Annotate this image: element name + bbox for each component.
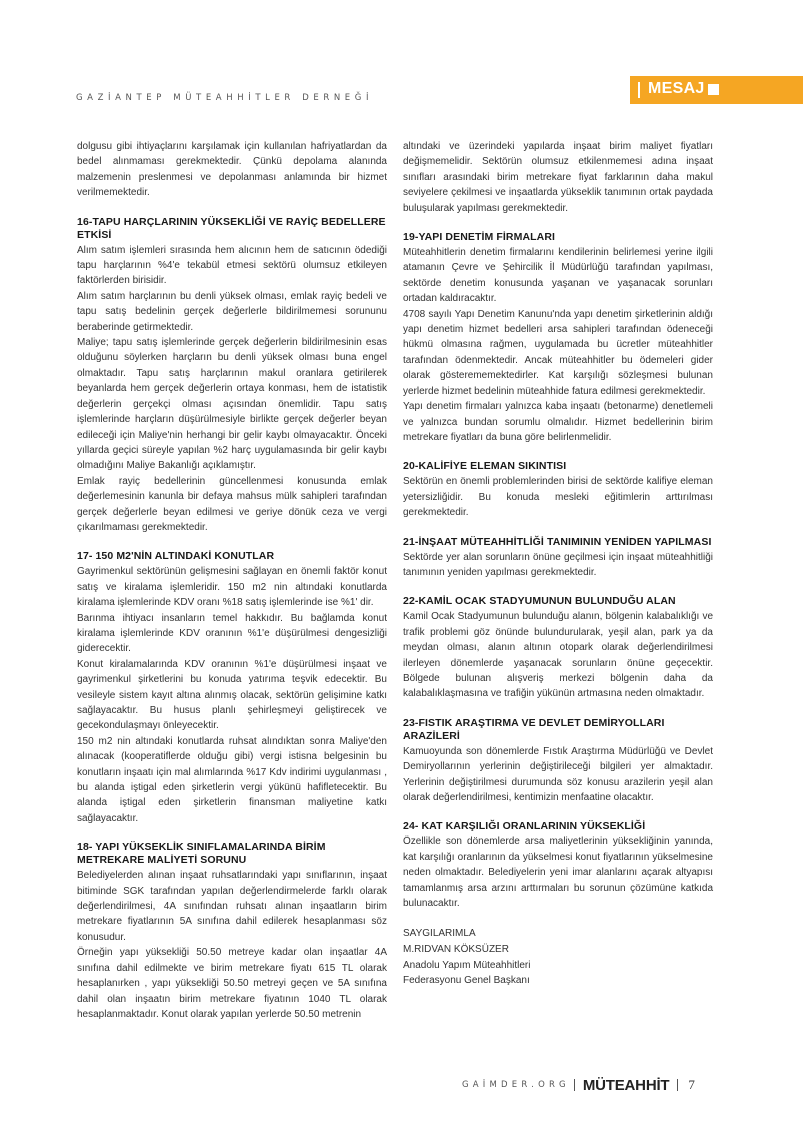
intro-paragraph: dolgusu gibi ihtiyaçlarını karşılamak için kullanılan hafriyatlardan da bedel alınmaması gerekmektedir. Çünkü depolama alanında malzemenin preslenmesi ve depolanması anlamında bir hizmet verilmemektedir. [77,141,387,199]
left-column [77,139,387,1022]
section-label: MESAJ [648,80,705,97]
section-16-title: 16-TAPU HARÇLARININ YÜKSEKLİĞİ VE RAYİÇ BEDELLERE ETKİSİ [77,215,386,241]
signer-name: M.RIDVAN KÖKSÜZER [403,944,509,956]
section-19-paragraph: 4708 sayılı Yapı Denetim Kanunu'nda yapı denetim şirketlerinin aldığı yapı denetim hizmet bedelleri arsa sahipleri tarafından ödeneceği hükmü olmasına rağmen, uygulamada bu ücretler müteahhitler tarafından ödenmektedir. Ancak müteahhitler bu ödemeleri gider olarak gösterememektedirler. Kat karşılığı sözleşmesi bulunan yerlerde hizmet bedelinin müteahhide fatura edilmesi gerekmektedir. [403,308,713,397]
section-16-paragraph: Maliye; tapu satış işlemlerinde gerçek değerlerin bildirilmesinin esas olduğunu söylerken harçların bu denli yüksek olması buna engel olmaktadır. Tapu satış harçlarının makul oranlara getirilerek beyanlarda hem gerçek değerlerin ortaya konması, hem de istatistik değerlerin gerçekçi olması açısından önemlidir. Tapu satış işlemlerinde harçların düşürülmesiyle birlikte gerçek değerler beyan edileceği için Maliye'nin herhangi bir gelir kaybı olmayacaktır. Önceki yıllarda geçici süreyle yapılan %2 harç uygulamasında bir gelir kaybı olmadığını Maliye Bakanlığı açıklamıştır. [77,337,387,472]
section-20-title: 20-KALİFİYE ELEMAN SIKINTISI [403,460,567,473]
section-18-paragraph: Belediyelerden alınan inşaat ruhsatlarındaki yapı sınıflarının, inşaat bitiminde SGK tarafından yapılan değerlendirmelerde farklı olarak değerlendirilmesi, 4A sınıfından ruhsatı alınan inşaatların birim metrekare fiyatlarının 5A sınıfına dahil edilerek hesaplanması söz konusudur. [77,870,387,943]
continued-paragraph: altındaki ve üzerindeki yapılarda inşaat birim maliyet fiyatları değişmemelidir. Sektörün olumsuz etkilenmemesi adına inşaat sınıfları arasındaki birim metrekare fiyat farklarının daha makul seviyelere çekilmesi ve inşaatlarda yükseklik tanımının ortak paydada buluşularak yapılması gerekmektedir. [403,141,713,214]
right-column [403,139,713,989]
section-21-title: 21-İNŞAAT MÜTEAHHİTLİĞİ TANIMININ YENİDEN YAPILMASI [403,535,712,548]
magazine-logo: MÜTEAHHİT [582,1076,670,1094]
divider [638,82,640,98]
page-number: 7 [688,1077,695,1092]
section-19-paragraph: Yapı denetim firmaları yalnızca kaba inşaatı (betonarme) denetlemeli ve yalnızca bundan sorumlu olmalıdır. Hizmet bedellerinin birim metrekare fiyatları da buna göre belirlenmelidir. [403,401,713,443]
signature-block [403,926,713,988]
section-17-paragraph: Konut kiralamalarında KDV oranının %1'e düşürülmesi inşaat ve gayrimenkul şirketlerini bu konuda yatırıma teşvik edecektir. Bu vesileyle sistem kayıt altına alınmış olacak, sektörün gelişimine katkı sağlayacaktır. Bu husus planlı şehirleşmeyi geliştirecek ve gecekondulaşmayı önleyecektir. [77,658,387,732]
section-17-title: 17- 150 M2'NİN ALTINDAKİ KONUTLAR [77,550,275,563]
section-23-title: 23-FISTIK ARAŞTIRMA VE DEVLET DEMİRYOLLARI ARAZİLERİ [403,716,665,742]
section-17-paragraph: Gayrimenkul sektörünün gelişmesini sağlayan en önemli faktör konut satış ve kiralama işlemleridir. 150 m2 nin altındaki konutlarda kiralama işlemlerinde KDV oranı %18 satış işlemlerinde ise %1' dir. [77,566,387,609]
org-header: GAZİANTEP MÜTEAHHİTLER DERNEĞİ [76,93,374,103]
website-link[interactable]: GAİMDER.ORG [462,1080,570,1090]
square-icon [708,84,719,95]
closing: SAYGILARIMLA [403,928,476,940]
section-22-paragraph: Kamil Ocak Stadyumunun bulunduğu alanın, bölgenin kalabalıklığı ve trafik problemi göz önünde bulundurularak, yeşil alan, park ya da meydan olması, alanın altının otopark olarak değerlendirilmesi ilerleyen dönemlerde yaşanacak sorunların önüne geçecektir. Bölgede bulunan alışveriş merkezi bölgenin daha da kalabalıklaşmasına ve trafiğin yükünün artmasına neden olmaktadır. [403,611,713,700]
section-16-paragraph: Alım satım işlemleri sırasında hem alıcının hem de satıcının ödediği tapu harçlarının %4'e tekabül etmesi sektörü olumsuz etkileyen faktörlerden birisidir. [77,244,387,287]
section-19-paragraph: Müteahhitlerin denetim firmalarını kendilerinin belirlemesi yerine ilgili atamanın Çevre ve Şehircilik İl Müdürlüğü tarafından yapılması, sektörde denetim konusunda yaşanan ve yaşanacak sorunları ortadan kaldıracaktır. [403,247,713,305]
section-21-paragraph: Sektörde yer alan sorunların önüne geçilmesi için inşaat müteahhitliği tanımının yeniden yapılması gerekmektedir. [403,551,713,578]
section-18-title: 18- YAPI YÜKSEKLİK SINIFLAMALARINDA BİRİM METREKARE MALİYETİ SORUNU [77,841,326,867]
section-24-paragraph: Özellikle son dönemlerde arsa maliyetlerinin yüksekliğinin yanında, kat karşılığı oranlarının da yükselmesi konut fiyatlarının yükselmesine neden olmaktadır. Belediyelerin yeni imar alanlarını açarak altyapısı tamamlanmış arsa arzını arttırmaları bu sorunun çözümüne katkıda bulunacaktır. [403,836,713,910]
divider [574,1079,575,1091]
section-tab [630,76,803,104]
section-24-title: 24- KAT KARŞILIĞI ORANLARININ YÜKSEKLİĞİ [403,820,646,833]
section-19-title: 19-YAPI DENETİM FİRMALARI [403,231,556,244]
section-17-paragraph: Barınma ihtiyacı insanların temel hakkıdır. Bu bağlamda konut kiralama işlemlerinde KDV oranının %1'e düşürülmesi dengesizliği giderecektir. [77,612,387,655]
section-20-paragraph: Sektörün en önemli problemlerinden birisi de sektörde kalifiye eleman yetersizliğidir. Bu konuda mesleki eğitimlerin arttırılması gerekmektedir. [403,476,713,519]
page-footer [462,1077,695,1093]
section-18-paragraph: Örneğin yapı yüksekliği 50.50 metreye kadar olan inşaatlar 4A sınıfına dahil edilmekte ve birim metrekare fiyatı 615 TL olarak hesaplanırken , yapı yüksekliği 50.50 metreyi geçen ve 5A sınıfına dahil olan inşaatın birim metrekare fiyatının 1040 TL olarak hesaplanmaktadır. Konut olarak yapılan yerlerde 50.50 metrenin [77,947,387,1020]
signer-title: Anadolu Yapım Müteahhitleri [403,959,531,971]
section-22-title: 22-KAMİL OCAK STADYUMUNUN BULUNDUĞU ALAN [403,595,676,608]
section-16-paragraph: Emlak rayiç bedellerinin güncellenmesi konusunda emlak değerlemesinin kanunla bir defaya mahsus mülk sahipleri tarafından gerçek değerlerle beyan edilmesi ve geriye dönük ceza ve vergi çıkarılmaması gerekmektedir. [77,475,387,533]
divider [677,1079,678,1091]
signer-title: Federasyonu Genel Başkanı [403,975,530,987]
section-23-paragraph: Kamuoyunda son dönemlerde Fıstık Araştırma Müdürlüğü ve Devlet Demiryollarının yerlerinin değiştirileceği bilgileri yer almaktadır. Yerlerinin değiştirilmesi durumunda söz konusu arazilerin yeşil alan olarak değerlendirilmesi, kentimizin menfaatine olacaktır. [403,745,713,803]
section-17-paragraph: 150 m2 nin altındaki konutlarda ruhsat alındıktan sonra Maliye'den alınacak (kooperatiflerde olduğu gibi) vergi istisna belgesinin bu konutların inşaatı için mal alımlarında %17 Kdv indirimi uygulanması , bu alanda iştigal eden şirketlerin vergi yükünü hafifletecektir. Bu alanda iştigal eden şirketlerin finansman maliyetine katkı sağlayacaktır. [77,735,387,824]
section-16-paragraph: Alım satım harçlarının bu denli yüksek olması, emlak rayiç bedeli ve tapu satış bedelinin gerçek değerlerle bildirilmemesi sorununu beraberinde getirmektedir. [77,290,387,333]
